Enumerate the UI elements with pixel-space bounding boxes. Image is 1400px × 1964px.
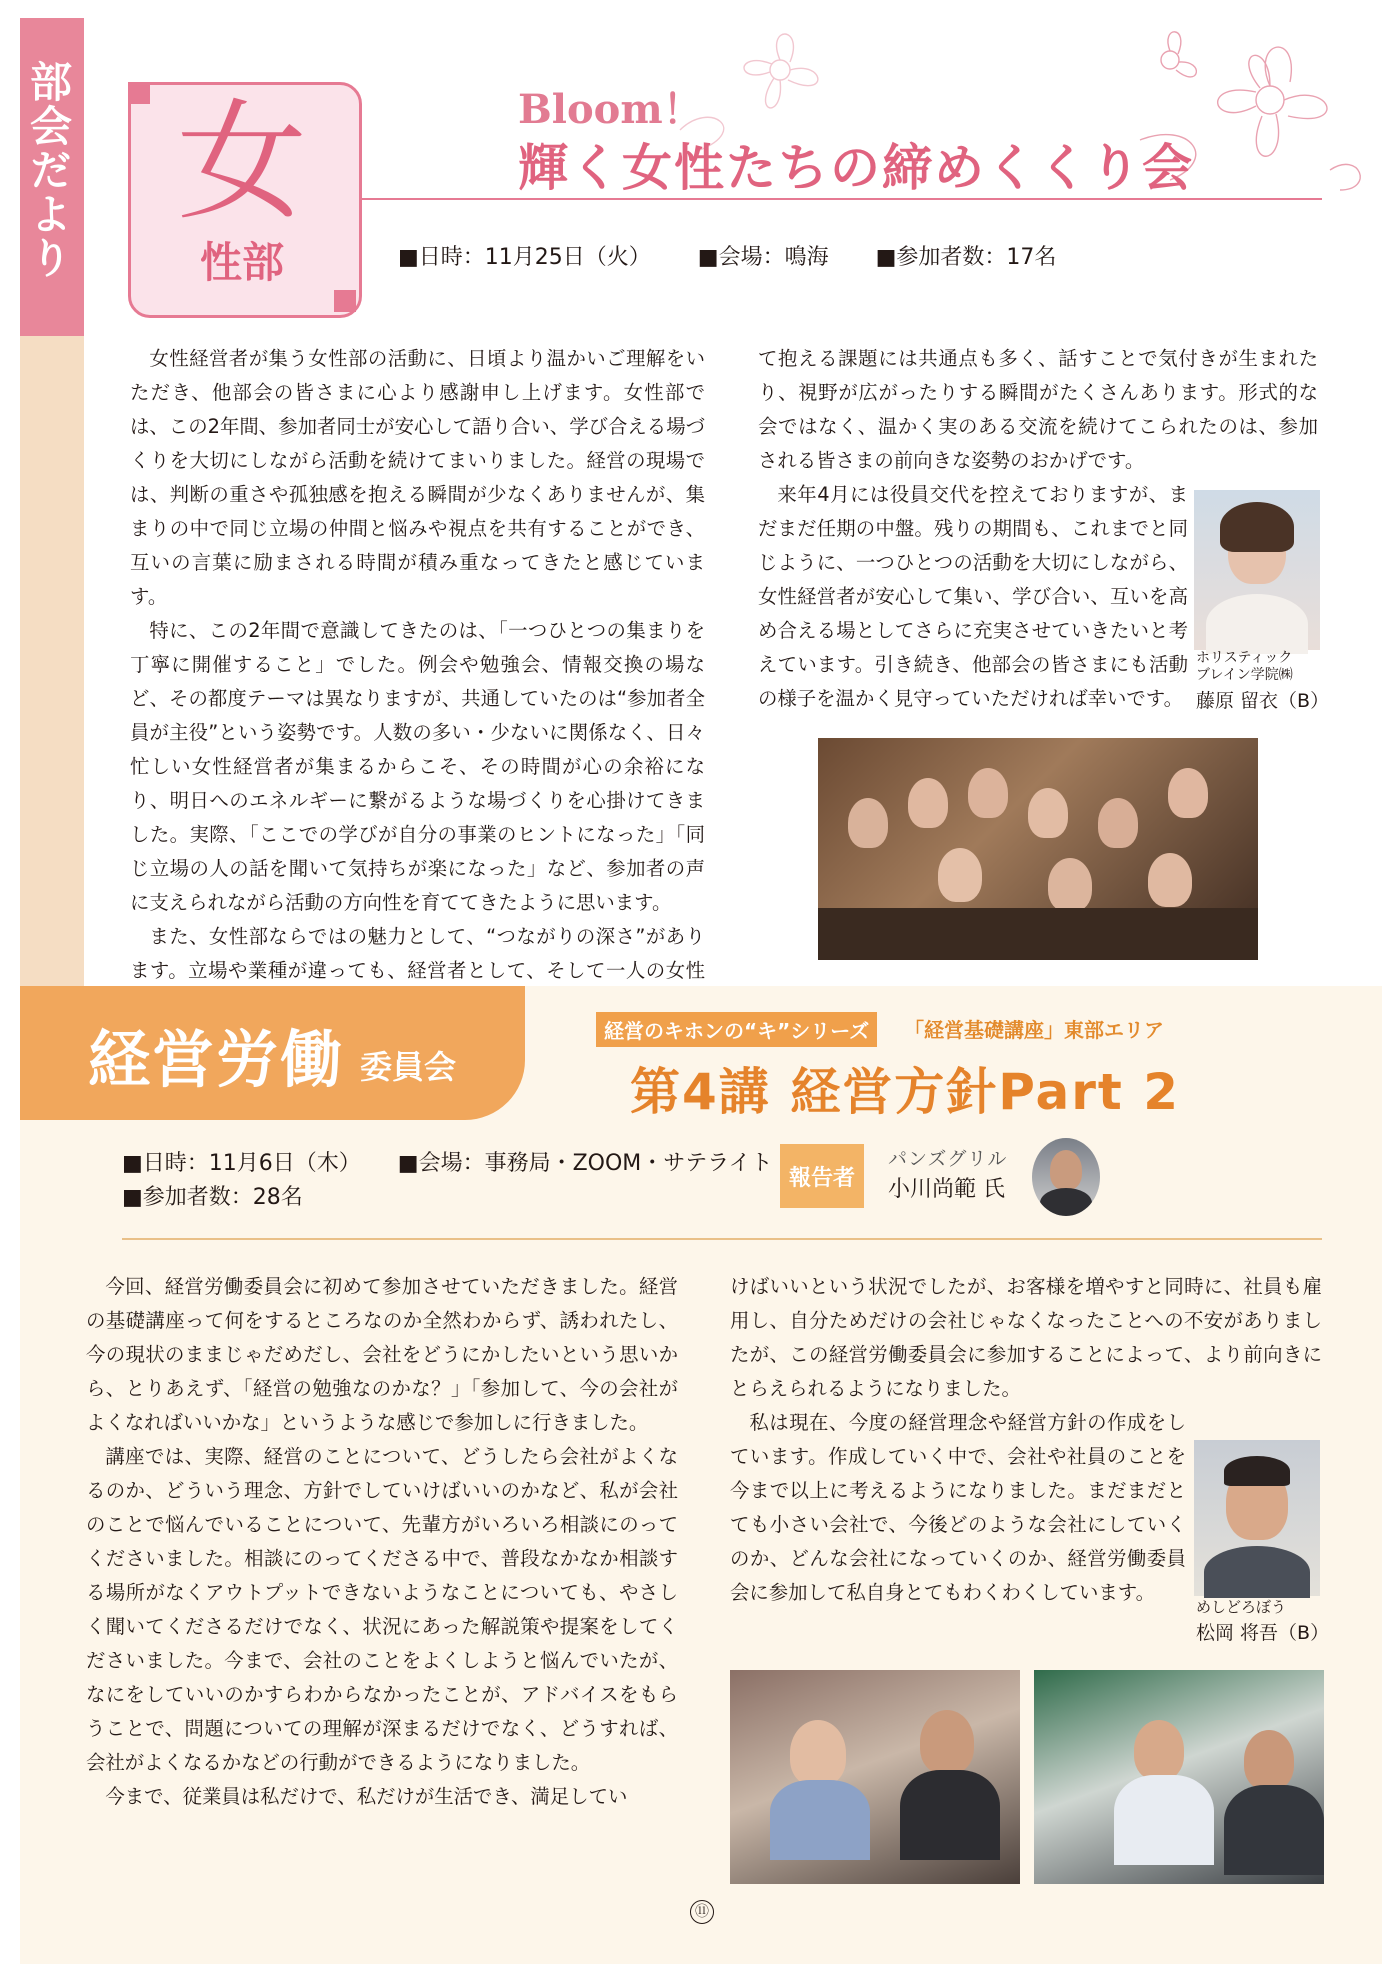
author-portrait <box>1194 1440 1320 1596</box>
labor-event-info <box>122 1146 803 1177</box>
series-area: 「経営基礎講座」東部エリア <box>904 1018 1164 1042</box>
event-venue: ■会場：鳴海 <box>697 245 829 270</box>
page-number: ⑪ <box>690 1900 714 1924</box>
reporter-name: 小川尚範 氏 <box>888 1177 1005 1202</box>
womens-article-col2-top <box>758 342 1318 478</box>
author-portrait <box>1194 490 1320 650</box>
labor-article-col2-top <box>730 1270 1322 1406</box>
paragraph: 特に、この2年間で意識してきたのは、「一つひとつの集まりを丁寧に開催すること」でした。例会や勉強会、情報交換の場など、その都度テーマは異なりますが、共通していたのは“参加者全員が主役”という姿勢です。人数の多い・少ないに関係なく、日々忙しい女性経営者が集まるからこそ、その時間が心の余裕になり、明日へのエネルギーに繋がるような場づくりを心掛けてきました。実際、「ここでの学びが自分の事業のヒントになった」「同じ立場の人の話を聞いて気持ちが楽になった」など、参加者の声に支えられながら活動の方向性を育ててきたように思います。 <box>130 619 705 914</box>
labor-committee-title: 経営労働 <box>88 1023 345 1096</box>
labor-article-col1 <box>86 1270 678 1814</box>
paragraph: て抱える課題には共通点も多く、話すことで気付きが生まれたり、視野が広がったりする瞬間がたくさんあります。形式的な会ではなく、温かく実のある交流を続けてこられたのは、参加される皆さまの前向きな姿勢のおかげです。 <box>758 347 1318 472</box>
paragraph: 今回、経営労働委員会に初めて参加させていただきました。経営の基礎講座って何をするところなのか全然わからず、誘われたし、今の現状のままじゃだめだし、会社をどうにかしたいという思いから、とりあえず、「経営の勉強なのかな？」「参加して、今の会社がよくなればいいかな」というような感じで参加しに行きました。 <box>86 1275 678 1434</box>
event-participants: ■参加者数：28名 <box>122 1185 303 1210</box>
womens-badge-label: 性部 <box>199 238 284 287</box>
badge-corner <box>334 290 356 312</box>
labor-article-col2-bottom <box>730 1406 1186 1610</box>
event-date: ■日時：11月6日（木） <box>122 1151 361 1176</box>
womens-badge-kanji: 女 <box>176 86 307 238</box>
event-venue: ■会場：事務局・ZOOM・サテライト <box>397 1151 773 1176</box>
womens-event-info <box>398 240 1096 271</box>
event-date: ■日時：11月25日（火） <box>398 245 651 270</box>
womens-article-col1 <box>130 342 705 1022</box>
paragraph: 今まで、従業員は私だけで、私だけが生活でき、満足してい <box>105 1785 628 1808</box>
reporter-portrait <box>1032 1138 1100 1216</box>
author-affiliation: ホリスティック ブレイン学院㈱ <box>1196 650 1293 683</box>
bloom-heading: Bloom！ <box>518 86 703 133</box>
section-tab-label: 部会だより <box>24 60 73 280</box>
author-name: 藤原 留衣（B） <box>1196 690 1330 712</box>
womens-title: 輝く女性たちの締めくくり会 <box>518 138 1194 197</box>
group-photo <box>818 738 1258 960</box>
section-strip <box>20 336 84 986</box>
event-participants: ■参加者数：17名 <box>875 245 1057 270</box>
paragraph: 来年4月には役員交代を控えておりますが、まだまだ任期の中盤。残りの期間も、これまでと同じように、一つひとつの活動を大切にしながら、女性経営者が安心して集い、学び合い、互いを高め合える場としてさらに充実させていきたいと考えています。引き続き、他部会の皆さまにも活動の様子を温かく見守っていただければ幸いです。 <box>758 483 1188 710</box>
paragraph: けばいいという状況でしたが、お客様を増やすと同時に、社員も雇用し、自分ためだけの会社じゃなくなったことへの不安がありましたが、この経営労働委員会に参加することによって、より前向きにとらえられるようになりました。 <box>730 1275 1322 1400</box>
author-affiliation: めしどろぼう <box>1196 1598 1287 1616</box>
reporter-affiliation: パンズグリル <box>888 1148 1008 1170</box>
reporter-tag: 報告者 <box>780 1144 864 1208</box>
paragraph: 私は現在、今度の経営理念や経営方針の作成をしています。作成していく中で、会社や社員のことを今まで以上に考えるようになりました。まだまだとても小さい会社で、今後どのような会社にしていくのか、どんな会社になっていくのか、経営労働委員会に参加して私自身とてもわくわくしています。 <box>730 1411 1186 1604</box>
paragraph: 女性経営者が集う女性部の活動に、日頃より温かいご理解をいただき、他部会の皆さまに心より感謝申し上げます。女性部では、この2年間、参加者同士が安心して語り合い、学び合える場づくりを大切にしながら活動を続けてまいりました。経営の現場では、判断の重さや孤独感を抱える瞬間が少なくありませんが、集まりの中で同じ立場の仲間と悩みや視点を共有することができ、互いの言葉に励まされる時間が積み重なってきたと感じています。 <box>130 347 705 608</box>
divider <box>122 1238 1322 1240</box>
divider <box>360 198 1322 200</box>
meeting-photo <box>730 1670 1020 1884</box>
author-name: 松岡 将吾（B） <box>1196 1622 1330 1644</box>
lecture-title: 第4講 経営方針Part 2 <box>630 1063 1180 1121</box>
labor-committee-suffix: 委員会 <box>360 1048 457 1086</box>
paragraph: 講座では、実際、経営のことについて、どうしたら会社がよくなるのか、どういう理念、方針でしていけばいいのかなど、私が会社のことで悩んでいることについて、先輩方がいろいろ相談にのってくださいました。相談にのってくださる中で、普段なかなか相談する場所がなくアウトプットできないようなことについても、やさしく聞いてくださるだけでなく、状況にあった解説策や提案をしてくださいました。今まで、会社のことをよくしようと悩んでいたが、なにをしていいのかすらわからなかったことが、アドバイスをもらうことで、問題についての理解が深まるだけでなく、どうすれば、会社がよくなるかなどの行動ができるようになりました。 <box>86 1445 678 1774</box>
paragraph: また、女性部ならではの魅力として、“つながりの深さ”があります。立場や業種が違っても、経営者として、そして一人の女性 <box>130 925 705 982</box>
series-tag: 経営のキホンの“キ”シリーズ <box>596 1012 877 1047</box>
meeting-photo <box>1034 1670 1324 1884</box>
womens-article-col2-bottom <box>758 478 1188 716</box>
